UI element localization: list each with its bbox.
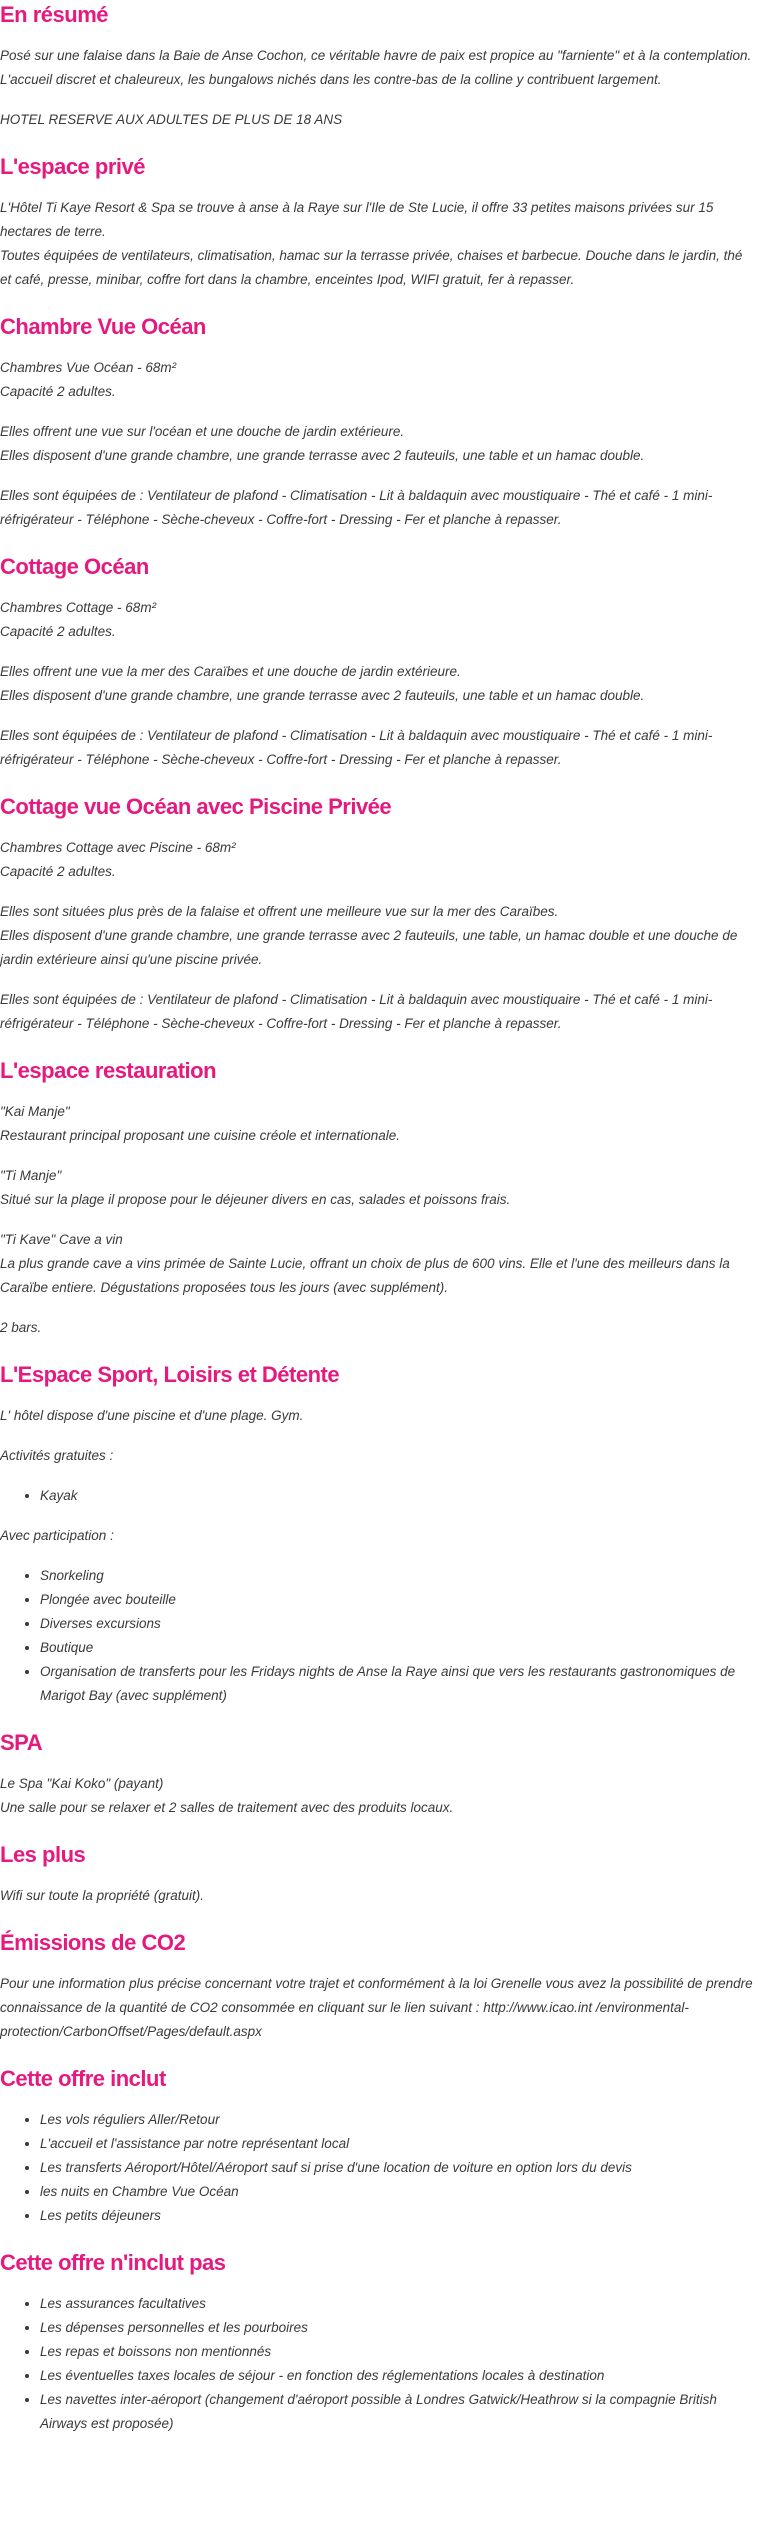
list-item: • Les petits déjeuners [40,2204,754,2228]
paragraph: Pour une information plus précise concernant votre trajet et conformément à la loi Grenelle vous avez la possibilité de prendre connaissance de la quantité de CO2 consommée en cliquant sur le lien suivant : http://www.icao.int /environmental-protection/CarbonOffset/Pages/default.aspx [0,1976,753,2039]
restaurant-ti-manje [0,1164,754,1212]
paragraph [0,356,754,404]
restaurant-name: "Kai Manje" [0,1104,70,1119]
text-line: Le Spa "Kai Koko" (payant) [0,1776,164,1791]
text-line: Elles disposent d'une grande chambre, une grande terrasse avec 2 fauteuils, une table et un hamac double. [0,688,645,703]
list-item: • les nuits en Chambre Vue Océan [40,2180,754,2204]
list-item: • Organisation de transferts pour les Fridays nights de Anse la Raye ainsi que vers les restaurants gastronomiques de Marigot Bay (avec supplément) [40,1660,754,1708]
section-spa [0,1728,754,1820]
bars-count: 2 bars. [0,1320,42,1335]
paragraph [0,596,754,644]
list-item: • Les dépenses personnelles et les pourboires [40,2316,754,2340]
section-title: Cottage Océan [0,554,149,579]
section-title: Les plus [0,1842,86,1867]
section-title: SPA [0,1730,43,1755]
section-title: L'espace restauration [0,1058,217,1083]
text-line: Toutes équipées de ventilateurs, climatisation, hamac sur la terrasse privée, chaises et barbecue. Douche dans le jardin, thé et café, presse, minibar, coffre fort dans la chambre, enceintes Ipod, WIFI gratuit, fer à repasser. [0,248,743,287]
section-title: Cottage vue Océan avec Piscine Privée [0,794,392,819]
paragraph: Elles sont équipées de : Ventilateur de plafond - Climatisation - Lit à baldaquin avec moustiquaire - Thé et café - 1 mini-réfrigérateur - Téléphone - Sèche-cheveux - Coffre-fort - Dressing - Fer et planche à repasser. [0,488,713,527]
section-title: L'espace privé [0,154,145,179]
free-activities-label: Activités gratuites : [0,1448,114,1463]
list-item: • Les éventuelles taxes locales de séjour - en fonction des réglementations locales à destination [40,2364,754,2388]
section-offre-ninclut [0,2248,754,2436]
section-resume [0,0,754,132]
restaurant-description: La plus grande cave a vins primée de Sainte Lucie, offrant un choix de plus de 600 vins. Elle et l'une des meilleurs dans la Caraïbe entiere. Dégustations proposées tous les jours (avec supplément). [0,1256,730,1295]
text-line: Chambres Cottage - 68m² [0,600,157,615]
paragraph: Elles sont équipées de : Ventilateur de plafond - Climatisation - Lit à baldaquin avec moustiquaire - Thé et café - 1 mini-réfrigérateur - Téléphone - Sèche-cheveux - Coffre-fort - Dressing - Fer et planche à repasser. [0,992,713,1031]
list-item: • Plongée avec bouteille [40,1588,754,1612]
restaurant-description: Situé sur la plage il propose pour le déjeuner divers en cas, salades et poissons frais. [0,1192,511,1207]
excluded-list [0,2292,754,2436]
section-title: En résumé [0,2,108,27]
list-item: • Boutique [40,1636,754,1660]
text-line: L'Hôtel Ti Kaye Resort & Spa se trouve à anse à la Raye sur l'Ile de Ste Lucie, il offre 33 petites maisons privées sur 15 hectares de terre. [0,200,714,239]
list-item: • Les transferts Aéroport/Hôtel/Aéroport sauf si prise d'une location de voiture en option lors du devis [40,2156,754,2180]
text-line: Elles offrent une vue la mer des Caraïbes et une douche de jardin extérieure. [0,664,461,679]
text-line: Chambres Cottage avec Piscine - 68m² [0,840,236,855]
list-item: • Kayak [40,1484,754,1508]
list-item: • Diverses excursions [40,1612,754,1636]
section-title: Chambre Vue Océan [0,314,206,339]
section-cottage-piscine [0,792,754,1036]
paragraph: L' hôtel dispose d'une piscine et d'une plage. Gym. [0,1408,304,1423]
section-title: Cette offre inclut [0,2066,166,2091]
included-list [0,2108,754,2228]
paid-activities-list [0,1564,754,1708]
paragraph: Posé sur une falaise dans la Baie de Anse Cochon, ce véritable havre de paix est propice au "farniente" et à la contemplation. L'accueil discret et chaleureux, les bungalows nichés dans les contre-bas de la colline y contribuent largement. [0,48,752,87]
paragraph [0,196,754,292]
text-line: Elles sont situées plus près de la falaise et offrent une meilleure vue sur la mer des Caraïbes. [0,904,559,919]
text-line: Elles offrent une vue sur l'océan et une douche de jardin extérieure. [0,424,405,439]
paid-activities-label: Avec participation : [0,1528,114,1543]
free-activities-list [0,1484,754,1508]
text-line: Elles disposent d'une grande chambre, une grande terrasse avec 2 fauteuils, une table et un hamac double. [0,448,645,463]
list-item: • Les assurances facultatives [40,2292,754,2316]
paragraph: HOTEL RESERVE AUX ADULTES DE PLUS DE 18 ANS [0,112,343,127]
section-title: Émissions de CO2 [0,1930,186,1955]
section-chambre-vue-ocean [0,312,754,532]
paragraph [0,660,754,708]
section-title: Cette offre n'inclut pas [0,2250,226,2275]
restaurant-ti-kave [0,1228,754,1300]
text-line: Capacité 2 adultes. [0,384,116,399]
section-les-plus [0,1840,754,1908]
section-co2 [0,1928,754,2044]
paragraph [0,1772,754,1820]
text-line: Capacité 2 adultes. [0,864,116,879]
restaurant-name: "Ti Manje" [0,1168,62,1183]
restaurant-description: Restaurant principal proposant une cuisine créole et internationale. [0,1128,400,1143]
text-line: Elles disposent d'une grande chambre, une grande terrasse avec 2 fauteuils, une table, un hamac double et une douche de jardin extérieure ainsi qu'une piscine privée. [0,928,738,967]
section-title: L'Espace Sport, Loisirs et Détente [0,1362,340,1387]
list-item: • Les repas et boissons non mentionnés [40,2340,754,2364]
text-line: Capacité 2 adultes. [0,624,116,639]
section-offre-inclut [0,2064,754,2228]
restaurant-kai-manje [0,1100,754,1148]
list-item: • Les vols réguliers Aller/Retour [40,2108,754,2132]
restaurant-name: "Ti Kave" Cave a vin [0,1232,123,1247]
paragraph: Elles sont équipées de : Ventilateur de plafond - Climatisation - Lit à baldaquin avec moustiquaire - Thé et café - 1 mini-réfrigérateur - Téléphone - Sèche-cheveux - Coffre-fort - Dressing - Fer et planche à repasser. [0,728,713,767]
paragraph [0,420,754,468]
section-espace-prive [0,152,754,292]
section-sport [0,1360,754,1708]
list-item: • L'accueil et l'assistance par notre représentant local [40,2132,754,2156]
section-cottage-ocean [0,552,754,772]
paragraph [0,836,754,884]
paragraph [0,900,754,972]
list-item: • Snorkeling [40,1564,754,1588]
section-restauration [0,1056,754,1340]
list-item: • Les navettes inter-aéroport (changement d'aéroport possible à Londres Gatwick/Heathrow si la compagnie British Airways est proposée) [40,2388,754,2436]
text-line: Chambres Vue Océan - 68m² [0,360,177,375]
text-line: Une salle pour se relaxer et 2 salles de traitement avec des produits locaux. [0,1800,454,1815]
paragraph: Wifi sur toute la propriété (gratuit). [0,1888,204,1903]
